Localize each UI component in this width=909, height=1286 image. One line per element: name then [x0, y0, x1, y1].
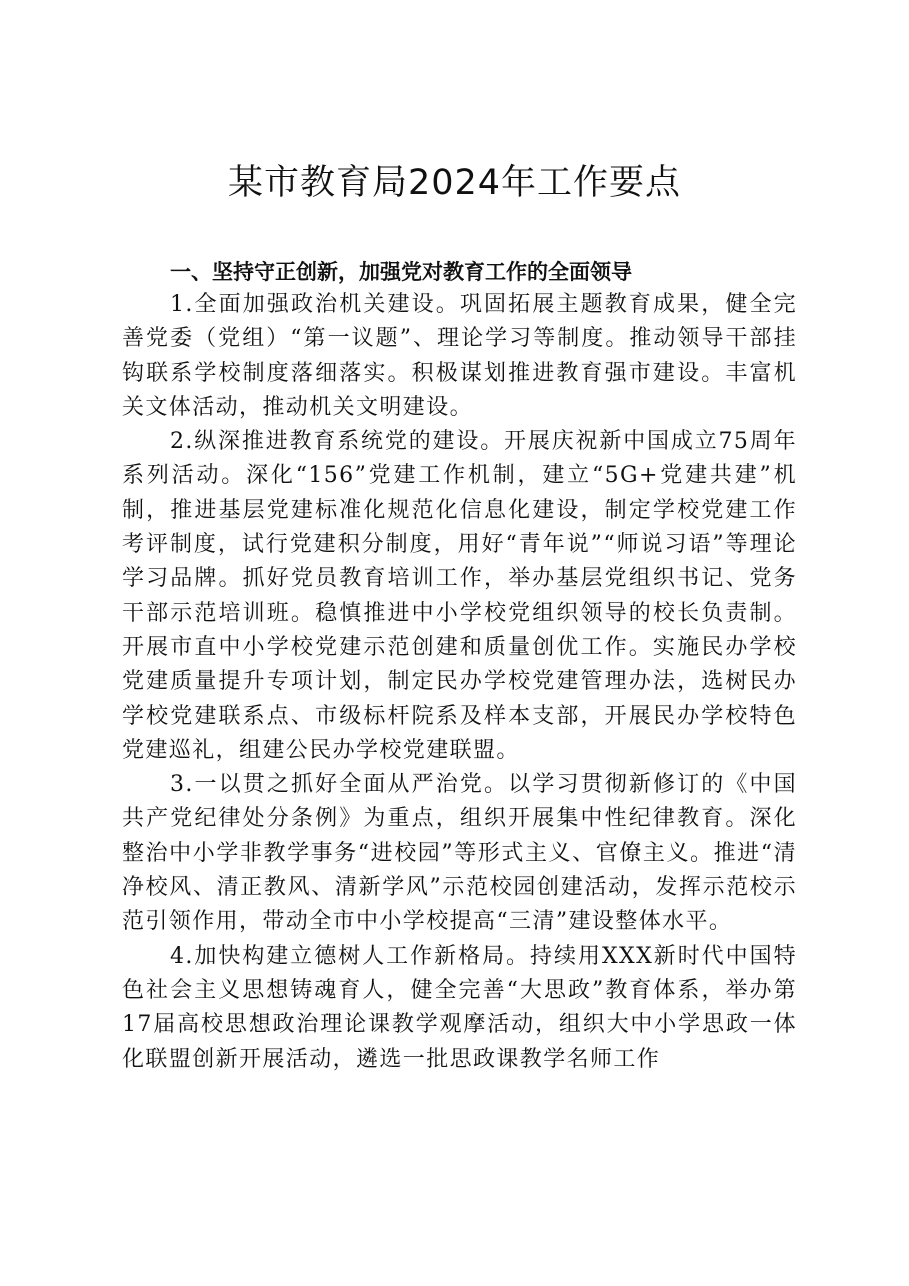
- paragraph-4: 4.加快构建立德树人工作新格局。持续用XXX新时代中国特色社会主义思想铸魂育人，健全完善“大思政”教育体系，举办第17届高校思想政治理论课教学观摩活动，组织大中小学思政一体化联盟创新开展活动，遴选一批思政课教学名师工作: [122, 943, 797, 1072]
- paragraph-1: 1.全面加强政治机关建设。巩固拓展主题教育成果，健全完善党委（党组）“第一议题”、理论学习等制度。推动领导干部挂钩联系学校制度落细落实。积极谋划推进教育强市建设。丰富机关文体活动，推动机关文明建设。: [122, 292, 797, 420]
- paragraph-2: 2.纵深推进教育系统党的建设。开展庆祝新中国成立75周年系列活动。深化“156”党建工作机制，建立“5G+党建共建”机制，推进基层党建标准化规范化信息化建设，制定学校党建工作考评制度，试行党建积分制度，用好“青年说”“师说习语”等理论学习品牌。抓好党员教育培训工作，举办基层党组织书记、党务干部示范培训班。稳慎推进中小学校党组织领导的校长负责制。开展市直中小学校党建示范创建和质量创优工作。实施民办学校党建质量提升专项计划，制定民办学校党建管理办法，选树民办学校党建联系点、市级标杆院系及样本支部，开展民办学校特色党建巡礼，组建公民办学校党建联盟。: [122, 429, 797, 763]
- paragraph-3: 3.一以贯之抓好全面从严治党。以学习贯彻新修订的《中国共产党纪律处分条例》为重点，组织开展集中性纪律教育。深化整治中小学非教学事务“进校园”等形式主义、官僚主义。推进“清净校风、清正教风、清新学风”示范校园创建活动，发挥示范校示范引领作用，带动全市中小学校提高“三清”建设整体水平。: [122, 772, 797, 935]
- document-title: 某市教育局2024年工作要点: [227, 163, 682, 203]
- document-body: [122, 256, 797, 1077]
- section-heading: 一、坚持守正创新，加强党对教育工作的全面领导: [170, 260, 632, 284]
